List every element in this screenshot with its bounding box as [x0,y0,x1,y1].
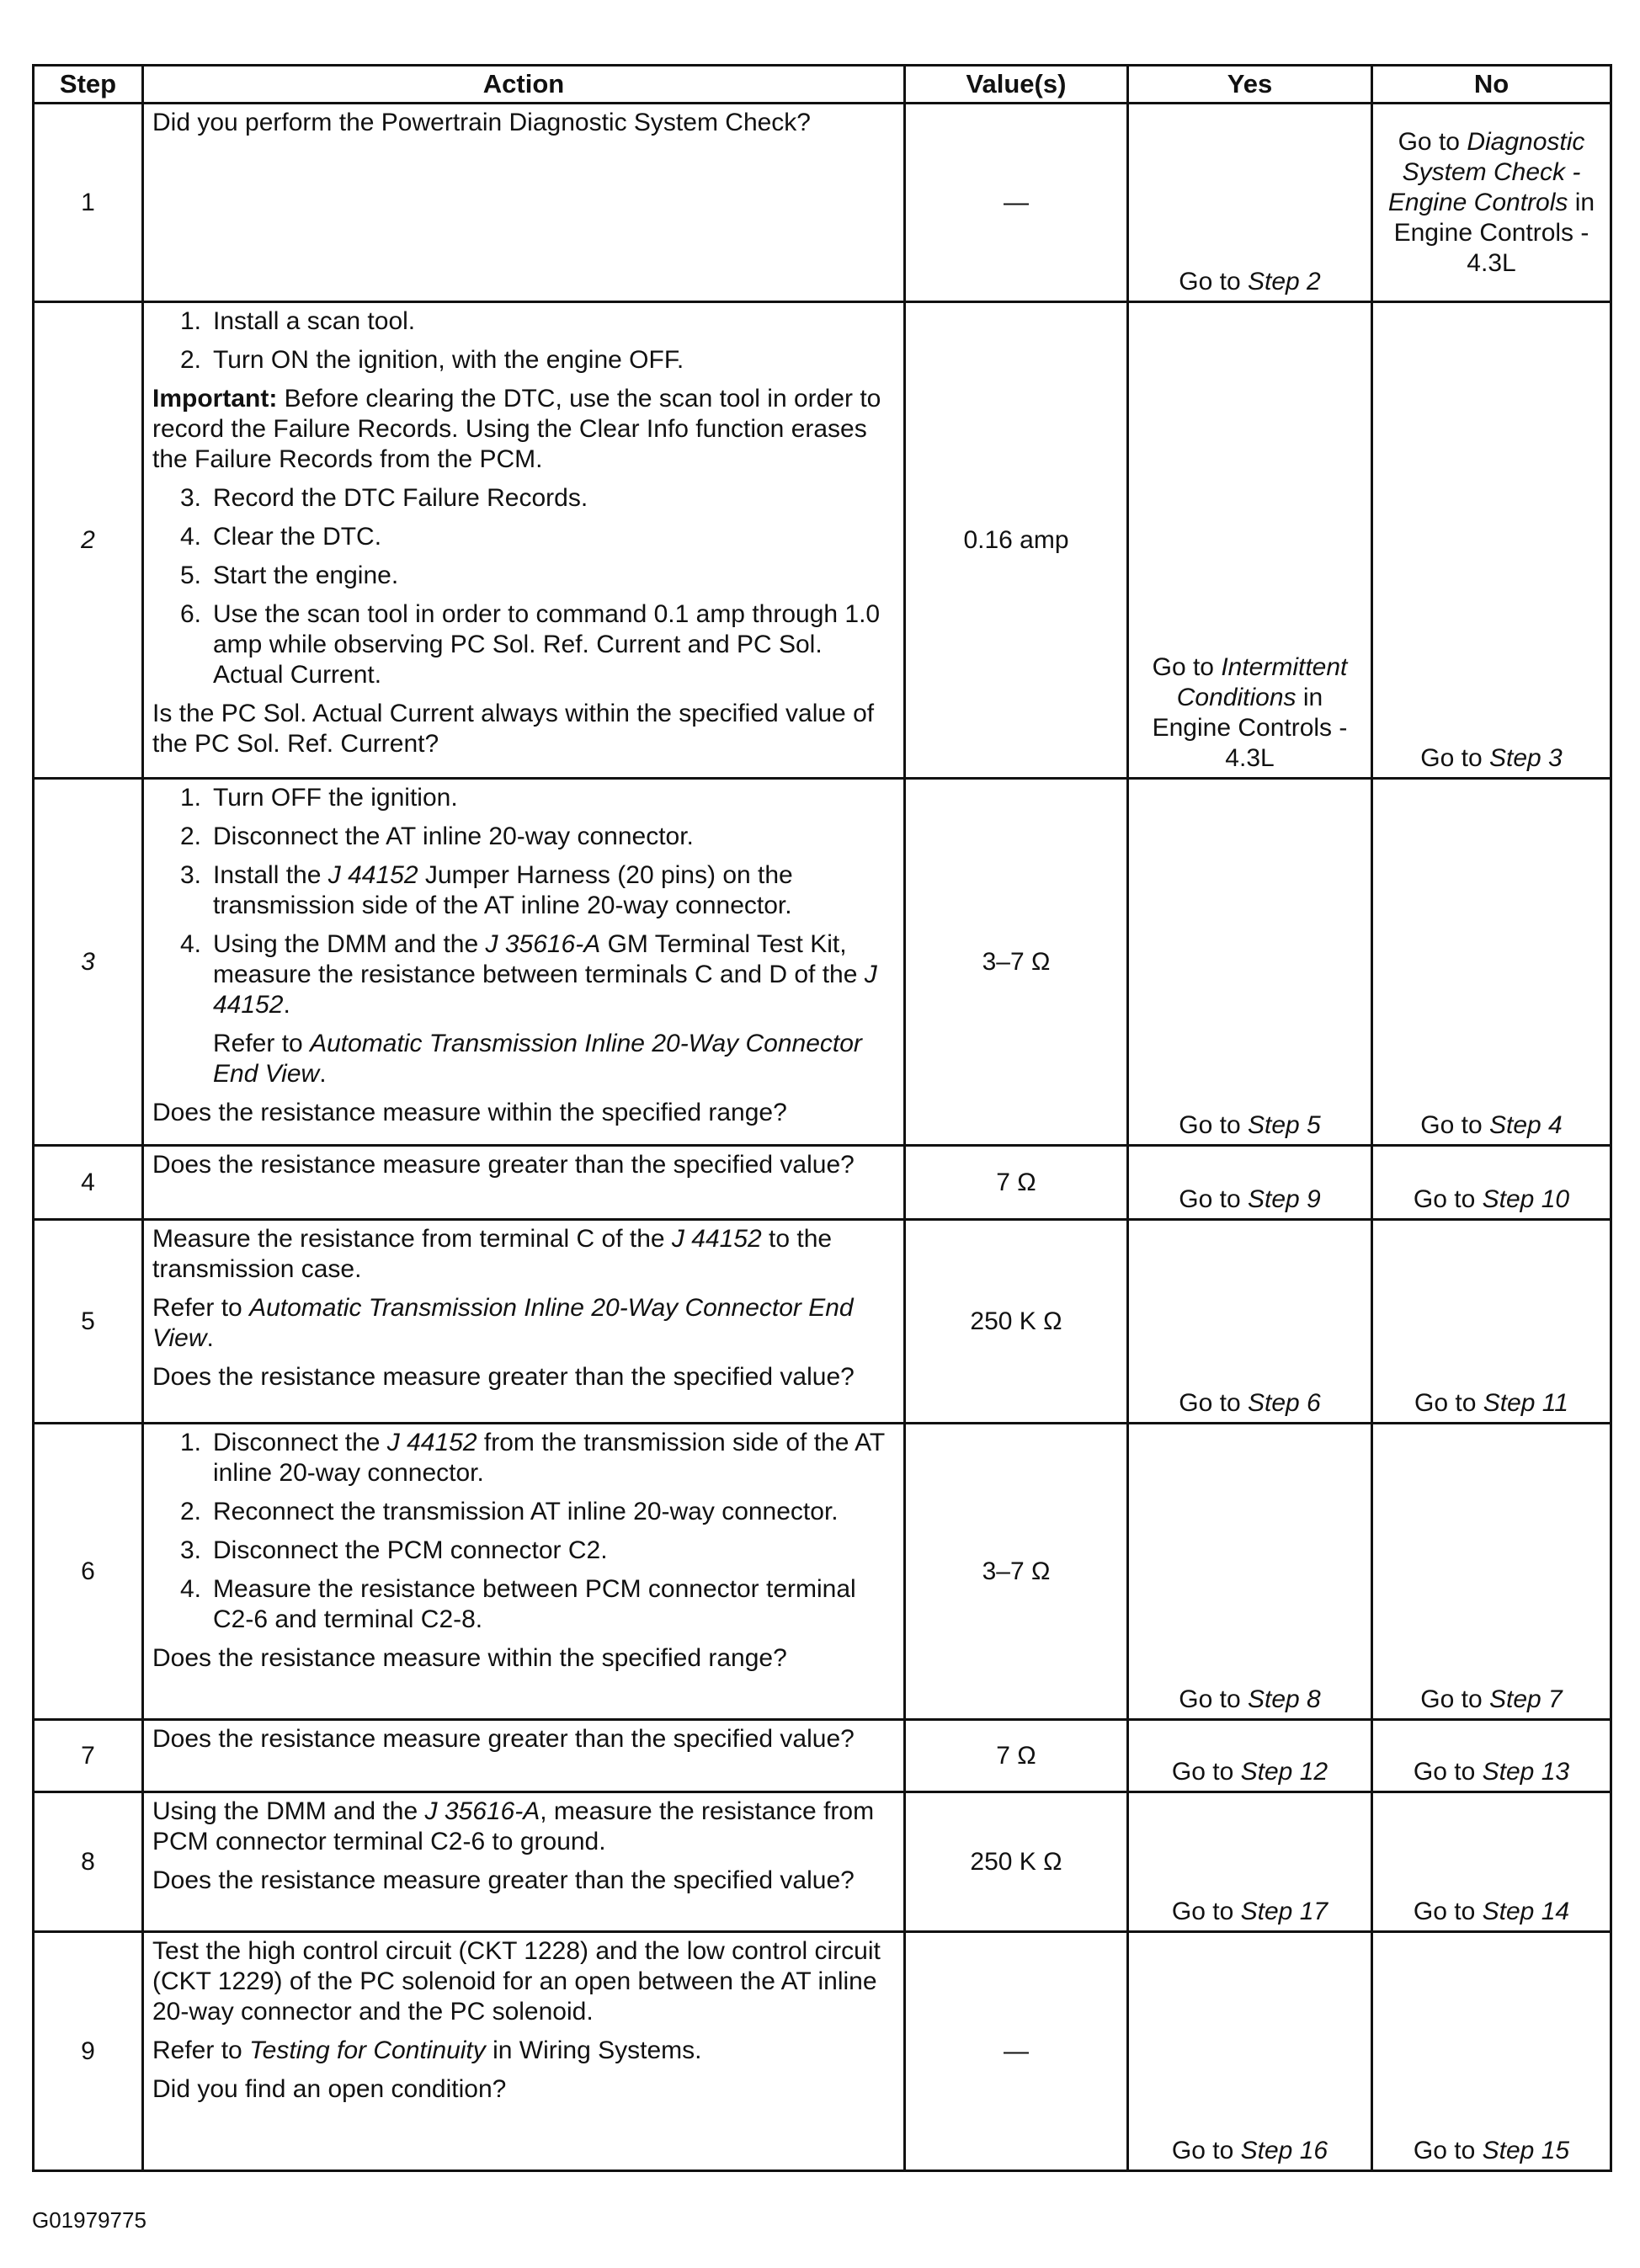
step-number: 5 [34,1220,143,1424]
header-yes: Yes [1128,66,1372,104]
table-row [34,1220,1611,1424]
list-number: 1. [179,307,201,335]
action-list-item [152,929,895,1020]
yes-cell [1128,1146,1372,1220]
text-segment: Refer to [152,1294,250,1322]
text-segment: Using the DMM and the [213,930,486,958]
text-segment: to the transmission case. [152,1225,833,1283]
text-segment: GM Terminal Test Kit, measure the resistance between terminals C and D of the [213,930,865,988]
table-row [34,1932,1611,2171]
yes-cell [1128,302,1372,779]
text-segment: Use the scan tool in order to command 0.1 amp through 1.0 amp while observing PC Sol. Ref. Current and PC Sol. Actual Current. [213,600,881,689]
text-segment: Install a scan tool. [213,307,416,335]
value-cell: 250 K Ω [905,1220,1128,1424]
action-list-item [152,822,895,852]
list-text [213,822,895,852]
text-segment: Go to [1171,2137,1241,2164]
no-cell [1372,1720,1611,1792]
value-cell: — [905,104,1128,302]
yes-cell [1128,1932,1372,2171]
value-cell: 250 K Ω [905,1792,1128,1932]
diagnostic-table [32,64,1612,2172]
list-text [213,306,895,337]
action-cell [143,779,905,1146]
italic-reference: Step 16 [1240,2137,1329,2164]
text-segment: Go to [1413,1898,1483,1925]
text-segment: . [206,1324,214,1352]
text-segment: Refer to [213,1030,311,1057]
list-number: 3. [179,484,201,512]
action-paragraph [152,1936,895,2027]
header-action: Action [143,66,905,104]
italic-reference: J 44152 [671,1225,762,1253]
table-row [34,302,1611,779]
list-number: 3. [179,861,201,889]
action-paragraph [152,384,895,475]
text-segment: Go to [1171,1898,1241,1925]
header-row [34,66,1611,104]
header-values: Value(s) [905,66,1128,104]
text-segment: Turn ON the ignition, with the engine OFF. [213,346,684,374]
text-segment: Measure the resistance from terminal C of the [152,1225,672,1253]
list-text [213,345,895,375]
no-cell [1372,1146,1611,1220]
action-list-item [152,483,895,514]
table-row [34,1146,1611,1220]
italic-reference: Step 8 [1247,1685,1321,1713]
step-number: 2 [34,302,143,779]
text-segment: Go to [1179,1685,1248,1713]
yes-cell [1128,779,1372,1146]
list-text [213,929,895,1020]
value-cell: 7 Ω [905,1720,1128,1792]
action-paragraph [152,699,895,759]
table-row [34,1424,1611,1720]
italic-reference: Diagnostic System Check - Engine Controls [1387,127,1585,216]
italic-reference: J 35616-A [424,1797,540,1825]
italic-reference: Step 7 [1488,1685,1563,1713]
action-list-item [152,1536,895,1566]
list-number: 4. [179,523,201,551]
step-number: 9 [34,1932,143,2171]
action-paragraph [152,1724,895,1754]
text-segment: Go to [1179,268,1248,295]
text-segment: Jumper Harness (20 pins) on the transmission side of the AT inline 20-way connector. [213,861,793,919]
action-paragraph [152,2036,895,2066]
action-cell [143,1720,905,1792]
italic-reference: Step 3 [1488,744,1563,772]
text-segment: Does the resistance measure greater than the specified value? [152,1151,855,1179]
action-list-item [152,306,895,337]
text-segment: in Engine Controls - 4.3L [1393,188,1595,277]
text-segment: Before clearing the DTC, use the scan tool in order to record the Failure Records. Using the Clear Info function erases the Failure Records from the PCM. [152,385,881,473]
text-segment: Go to [1152,653,1222,681]
bold-text: Important: [152,385,278,413]
no-cell [1372,779,1611,1146]
list-number: 2. [179,823,201,850]
text-segment: Is the PC Sol. Actual Current always within the specified value of the PC Sol. Ref. Current? [152,700,875,758]
text-segment: Go to [1413,2137,1483,2164]
action-paragraph [152,1797,895,1857]
yes-cell [1128,1424,1372,1720]
list-text [213,1428,895,1488]
action-paragraph [152,1362,895,1392]
list-number: 3. [179,1536,201,1564]
text-segment: Go to [1413,1758,1483,1786]
italic-reference: Step 5 [1247,1111,1321,1139]
text-segment: Does the resistance measure within the specified range? [152,1099,787,1126]
action-list-item [152,1497,895,1527]
text-segment: Disconnect the AT inline 20-way connector. [213,823,694,850]
italic-reference: J 35616-A [485,930,601,958]
yes-cell [1128,1720,1372,1792]
action-list-item [152,561,895,591]
text-segment: Go to [1171,1758,1241,1786]
text-segment: Reconnect the transmission AT inline 20-way connector. [213,1498,839,1525]
text-segment: Does the resistance measure greater than the specified value? [152,1363,855,1391]
action-sub-note [152,1029,895,1089]
text-segment: Go to [1420,1685,1489,1713]
text-segment: in Wiring Systems. [485,2036,702,2064]
italic-reference: J 44152 [386,1429,477,1456]
text-segment: Does the resistance measure within the specified range? [152,1644,787,1672]
header-step: Step [34,66,143,104]
text-segment: Using the DMM and the [152,1797,425,1825]
action-list-item [152,1574,895,1635]
list-text [213,483,895,514]
action-cell [143,1932,905,2171]
text-segment: Did you perform the Powertrain Diagnostic System Check? [152,109,811,136]
step-number: 7 [34,1720,143,1792]
step-number: 4 [34,1146,143,1220]
italic-reference: Step 17 [1240,1898,1329,1925]
yes-cell [1128,1220,1372,1424]
figure-id: G01979775 [32,2207,146,2233]
text-segment: Go to [1420,1111,1489,1139]
value-cell: 3–7 Ω [905,1424,1128,1720]
no-cell [1372,104,1611,302]
list-text [213,599,895,690]
value-cell: 7 Ω [905,1146,1128,1220]
yes-cell [1128,1792,1372,1932]
text-segment: Disconnect the [213,1429,387,1456]
text-segment: Start the engine. [213,562,399,589]
action-list-item [152,860,895,921]
action-cell [143,1792,905,1932]
action-paragraph [152,1098,895,1128]
text-segment: . [283,991,290,1019]
table-row [34,779,1611,1146]
text-segment: . [319,1060,327,1088]
text-segment: Did you find an open condition? [152,2075,507,2103]
list-number: 2. [179,346,201,374]
text-segment: in Engine Controls - 4.3L [1152,684,1348,772]
list-number: 1. [179,1429,201,1456]
no-cell [1372,1932,1611,2171]
no-cell [1372,1792,1611,1932]
text-segment: Go to [1420,744,1489,772]
table-row [34,104,1611,302]
italic-reference: J 44152 [327,861,418,889]
action-list-item [152,1428,895,1488]
list-text [213,860,895,921]
italic-reference: Step 10 [1482,1185,1570,1213]
text-segment: Refer to [152,2036,250,2064]
action-list-item [152,522,895,552]
action-paragraph [152,1643,895,1674]
list-number: 4. [179,1575,201,1603]
list-text [213,1574,895,1635]
value-cell: 3–7 Ω [905,779,1128,1146]
text-segment: Install the [213,861,328,889]
list-text [213,1497,895,1527]
step-number: 1 [34,104,143,302]
action-cell [143,1424,905,1720]
action-paragraph [152,1224,895,1285]
list-text [213,1536,895,1566]
list-number: 4. [179,930,201,958]
italic-reference: Automatic Transmission Inline 20-Way Connector End View [152,1294,854,1352]
italic-reference: J 44152 [213,961,877,1019]
italic-reference: Step 12 [1240,1758,1329,1786]
text-segment: Does the resistance measure greater than the specified value? [152,1866,855,1894]
italic-reference: Testing for Continuity [249,2036,486,2064]
list-text [213,522,895,552]
no-cell [1372,1220,1611,1424]
action-paragraph [152,1150,895,1180]
italic-reference: Step 9 [1247,1185,1321,1213]
italic-reference: Step 6 [1247,1389,1321,1417]
action-cell [143,1146,905,1220]
action-list-item [152,783,895,813]
text-segment: Go to [1414,1389,1483,1417]
table-body [34,104,1611,2171]
action-paragraph [152,108,895,138]
text-segment: Disconnect the PCM connector C2. [213,1536,608,1564]
action-cell [143,1220,905,1424]
list-number: 5. [179,562,201,589]
text-segment: , measure the resistance from PCM connector terminal C2-6 to ground. [152,1797,875,1855]
table-row [34,1720,1611,1792]
italic-reference: Step 15 [1482,2137,1570,2164]
step-number: 3 [34,779,143,1146]
text-segment: Go to [1413,1185,1483,1213]
action-paragraph [152,1293,895,1354]
text-segment: Test the high control circuit (CKT 1228) and the low control circuit (CKT 1229) of the PC solenoid for an open between the AT inline 20-way connector and the PC solenoid. [152,1937,881,2026]
text-segment: Turn OFF the ignition. [213,784,458,812]
diagnostic-table-sheet [32,64,1610,2172]
no-cell [1372,1424,1611,1720]
value-cell: 0.16 amp [905,302,1128,779]
italic-reference: Step 14 [1482,1898,1570,1925]
table-row [34,1792,1611,1932]
text-segment: Measure the resistance between PCM connector terminal C2-6 and terminal C2-8. [213,1575,856,1633]
list-number: 2. [179,1498,201,1525]
list-text [213,561,895,591]
text-segment: Go to [1179,1185,1248,1213]
value-cell: — [905,1932,1128,2171]
action-list-item [152,345,895,375]
text-segment: Go to [1179,1111,1248,1139]
list-number: 1. [179,784,201,812]
no-cell [1372,302,1611,779]
text-segment: Go to [1398,127,1467,156]
text-segment: from the transmission side of the AT inline 20-way connector. [213,1429,885,1487]
yes-cell [1128,104,1372,302]
italic-reference: Step 2 [1247,268,1321,295]
step-number: 6 [34,1424,143,1720]
italic-reference: Step 4 [1488,1111,1563,1139]
text-segment: Clear the DTC. [213,523,382,551]
text-segment: Go to [1179,1389,1248,1417]
list-text [213,783,895,813]
text-segment: Does the resistance measure greater than the specified value? [152,1725,855,1753]
text-segment: Record the DTC Failure Records. [213,484,588,512]
list-number: 6. [179,600,201,628]
action-paragraph [152,2074,895,2105]
action-paragraph [152,1866,895,1896]
italic-reference: Automatic Transmission Inline 20-Way Connector End View [213,1030,862,1088]
action-cell [143,302,905,779]
italic-reference: Step 13 [1482,1758,1570,1786]
action-list-item [152,599,895,690]
step-number: 8 [34,1792,143,1932]
italic-reference: Step 11 [1483,1389,1568,1417]
header-no: No [1372,66,1611,104]
action-cell [143,104,905,302]
italic-reference: Intermittent Conditions [1176,653,1348,711]
